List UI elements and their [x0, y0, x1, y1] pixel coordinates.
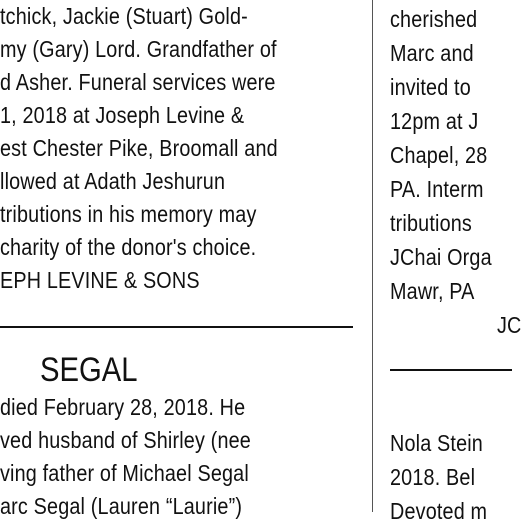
text-line: d Asher. Funeral services were: [0, 69, 276, 95]
text-line: ving father of Michael Segal: [0, 460, 249, 486]
text-line: died February 28, 2018. He: [0, 394, 246, 420]
text-line: ved husband of Shirley (nee: [0, 427, 251, 453]
text-line: arc Segal (Lauren “Laurie”): [0, 493, 243, 519]
text-line: 1, 2018 at Joseph Levine &: [0, 102, 245, 128]
text-line: tributions: [390, 210, 472, 236]
text-line: tributions in his memory may: [0, 201, 257, 227]
column-divider: [372, 0, 373, 512]
text-line: cherished: [390, 6, 478, 32]
text-line: JC: [497, 312, 522, 338]
text-line: llowed at Adath Jeshurun: [0, 168, 226, 194]
text-line: charity of the donor's choice.: [0, 234, 257, 260]
text-line: PA. Interm: [390, 176, 484, 202]
text-line: 2018. Bel: [390, 464, 476, 490]
text-line: 12pm at J: [390, 108, 479, 134]
text-line: Nola Stein: [390, 430, 483, 456]
text-line: Chapel, 28: [390, 142, 488, 168]
text-line: Devoted m: [390, 498, 488, 524]
section-rule: [0, 326, 353, 328]
obituary-heading: SEGAL: [40, 351, 138, 389]
text-line: JChai Orga: [390, 244, 492, 270]
text-line: Marc and: [390, 40, 474, 66]
text-line: EPH LEVINE & SONS: [0, 267, 200, 293]
text-line: my (Gary) Lord. Grandfather of: [0, 36, 277, 62]
text-line: est Chester Pike, Broomall and: [0, 135, 278, 161]
text-line: tchick, Jackie (Stuart) Gold-: [0, 3, 248, 29]
text-line: invited to: [390, 74, 471, 100]
text-line: Mawr, PA: [390, 278, 475, 304]
section-rule: [390, 369, 512, 371]
